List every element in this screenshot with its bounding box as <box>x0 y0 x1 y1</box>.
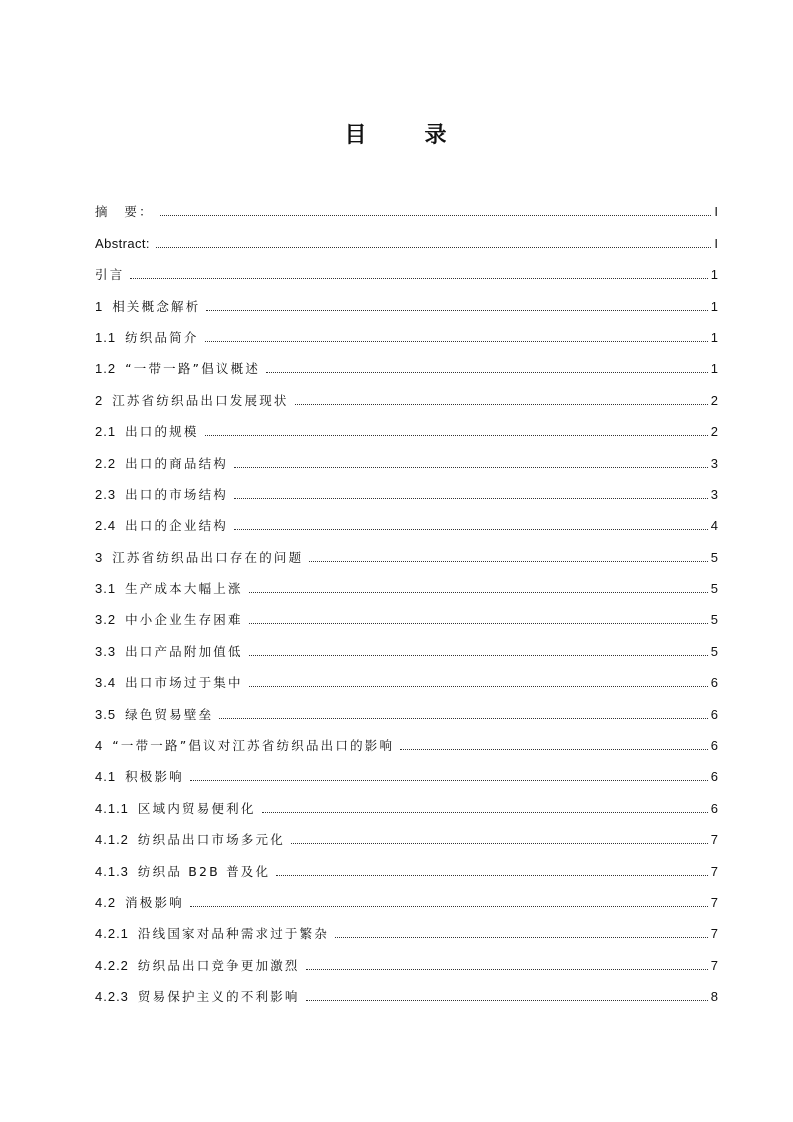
toc-entry[interactable] <box>95 785 718 816</box>
toc-entry[interactable] <box>95 597 718 628</box>
toc-list <box>95 189 718 1005</box>
toc-entry-label: Abstract: <box>95 235 150 251</box>
toc-entry-number: 4.2.2 <box>95 957 129 973</box>
toc-dot-leader <box>249 655 708 656</box>
toc-entry-number: 1.2 <box>95 361 117 377</box>
toc-entry-page-number: 1 <box>710 267 718 283</box>
toc-entry-label: “一带一路”倡议概述 <box>125 361 261 377</box>
toc-entry[interactable] <box>95 503 718 534</box>
toc-entry-page-number: 5 <box>710 612 718 628</box>
toc-dot-leader <box>190 780 708 781</box>
toc-entry[interactable] <box>95 220 718 251</box>
toc-dot-leader <box>276 875 708 876</box>
toc-entry-page-number: 2 <box>710 392 718 408</box>
toc-entry-label: 出口市场过于集中 <box>125 675 243 691</box>
toc-dot-leader <box>400 749 708 750</box>
toc-entry-label: 摘 要： <box>95 204 154 220</box>
toc-entry-label: 引言 <box>95 267 125 283</box>
toc-entry-number: 4.2 <box>95 894 117 910</box>
toc-entry-label: 贸易保护主义的不利影响 <box>137 989 300 1005</box>
toc-title-char-1: 目 <box>344 122 369 148</box>
toc-entry-number: 2 <box>95 392 104 408</box>
toc-dot-leader <box>249 623 708 624</box>
toc-entry[interactable] <box>95 346 718 377</box>
toc-entry[interactable] <box>95 974 718 1005</box>
toc-entry-number: 1.1 <box>95 329 117 345</box>
toc-entry-page-number: 6 <box>710 706 718 722</box>
toc-entry-label: 相关概念解析 <box>112 298 201 314</box>
toc-entry[interactable] <box>95 409 718 440</box>
toc-dot-leader <box>234 529 708 530</box>
toc-dot-leader <box>262 812 708 813</box>
toc-entry-number: 4.2.3 <box>95 989 129 1005</box>
toc-entry-page-number: 6 <box>710 675 718 691</box>
toc-entry-number: 4.1.1 <box>95 800 129 816</box>
toc-entry[interactable] <box>95 252 718 283</box>
toc-dot-leader <box>160 215 712 216</box>
toc-entry-number: 3.5 <box>95 706 117 722</box>
toc-title-char-2: 录 <box>424 122 449 148</box>
toc-entry-number: 4.2.1 <box>95 926 129 942</box>
toc-entry-page-number: 5 <box>710 549 718 565</box>
toc-entry-label: 江苏省纺织品出口存在的问题 <box>112 549 304 565</box>
toc-entry-label: 纺织品 B2B 普及化 <box>137 863 271 879</box>
toc-entry[interactable] <box>95 283 718 314</box>
toc-entry[interactable] <box>95 880 718 911</box>
toc-entry-page-number: 5 <box>710 643 718 659</box>
toc-dot-leader <box>234 498 708 499</box>
toc-dot-leader <box>249 592 708 593</box>
toc-entry[interactable] <box>95 911 718 942</box>
toc-dot-leader <box>234 467 708 468</box>
toc-entry-page-number: I <box>714 235 718 251</box>
toc-dot-leader <box>205 435 708 436</box>
toc-dot-leader <box>190 906 708 907</box>
toc-entry-page-number: 1 <box>710 298 718 314</box>
toc-entry[interactable] <box>95 942 718 973</box>
toc-entry-page-number: 4 <box>710 518 718 534</box>
toc-entry[interactable] <box>95 754 718 785</box>
toc-entry[interactable] <box>95 472 718 503</box>
toc-dot-leader <box>219 718 707 719</box>
toc-entry-page-number: 7 <box>710 832 718 848</box>
toc-entry-page-number: 2 <box>710 424 718 440</box>
toc-entry-label: “一带一路”倡议对江苏省纺织品出口的影响 <box>112 738 395 754</box>
toc-entry-page-number: 1 <box>710 329 718 345</box>
toc-entry[interactable] <box>95 315 718 346</box>
toc-entry-label: 消极影响 <box>125 894 184 910</box>
toc-entry-page-number: 3 <box>710 455 718 471</box>
toc-entry[interactable] <box>95 691 718 722</box>
toc-entry[interactable] <box>95 534 718 565</box>
toc-entry-page-number: 7 <box>710 863 718 879</box>
toc-entry-label: 中小企业生存困难 <box>125 612 243 628</box>
toc-entry-label: 纺织品简介 <box>125 329 199 345</box>
toc-entry-label: 纺织品出口市场多元化 <box>137 832 285 848</box>
toc-dot-leader <box>266 372 708 373</box>
toc-entry-label: 出口的商品结构 <box>125 455 228 471</box>
toc-entry[interactable] <box>95 628 718 659</box>
toc-entry[interactable] <box>95 377 718 408</box>
toc-entry-page-number: 6 <box>710 738 718 754</box>
toc-dot-leader <box>306 1000 708 1001</box>
toc-entry-label: 出口的市场结构 <box>125 486 228 502</box>
toc-entry-number: 2.2 <box>95 455 117 471</box>
toc-entry-page-number: 6 <box>710 800 718 816</box>
toc-entry-label: 积极影响 <box>125 769 184 785</box>
toc-entry-label: 江苏省纺织品出口发展现状 <box>112 392 289 408</box>
toc-entry-page-number: 6 <box>710 769 718 785</box>
toc-dot-leader <box>309 561 707 562</box>
toc-entry-page-number: 7 <box>710 926 718 942</box>
toc-entry-page-number: 8 <box>710 989 718 1005</box>
toc-entry-number: 4.1.3 <box>95 863 129 879</box>
toc-dot-leader <box>130 278 707 279</box>
toc-entry-page-number: 7 <box>710 894 718 910</box>
toc-entry[interactable] <box>95 189 718 220</box>
toc-entry-number: 2.1 <box>95 424 117 440</box>
toc-entry-number: 4.1.2 <box>95 832 129 848</box>
toc-dot-leader <box>205 341 708 342</box>
toc-entry-label: 绿色贸易壁垒 <box>125 706 214 722</box>
toc-entry[interactable] <box>95 817 718 848</box>
toc-entry-number: 3.4 <box>95 675 117 691</box>
toc-entry-label: 区域内贸易便利化 <box>137 800 256 816</box>
toc-entry-page-number: 3 <box>710 486 718 502</box>
toc-title <box>0 118 793 149</box>
toc-dot-leader <box>291 843 708 844</box>
toc-entry-page-number: 7 <box>710 957 718 973</box>
toc-entry-label: 出口的规模 <box>125 424 199 440</box>
toc-entry-label: 生产成本大幅上涨 <box>125 581 243 597</box>
toc-entry-page-number: I <box>714 204 718 220</box>
toc-dot-leader <box>156 247 711 248</box>
toc-entry-label: 纺织品出口竞争更加激烈 <box>137 957 300 973</box>
toc-entry[interactable] <box>95 440 718 471</box>
toc-entry-number: 3 <box>95 549 104 565</box>
toc-entry-number: 3.2 <box>95 612 117 628</box>
toc-entry[interactable] <box>95 723 718 754</box>
toc-dot-leader <box>306 969 708 970</box>
toc-entry-label: 出口产品附加值低 <box>125 643 243 659</box>
toc-entry-label: 沿线国家对品种需求过于繁杂 <box>137 926 330 942</box>
toc-entry-number: 4.1 <box>95 769 117 785</box>
toc-entry-number: 2.3 <box>95 486 117 502</box>
toc-entry-page-number: 5 <box>710 581 718 597</box>
toc-entry-number: 1 <box>95 298 104 314</box>
toc-entry-number: 2.4 <box>95 518 117 534</box>
toc-dot-leader <box>206 310 707 311</box>
toc-entry[interactable] <box>95 566 718 597</box>
toc-entry-number: 4 <box>95 738 104 754</box>
toc-entry[interactable] <box>95 848 718 879</box>
toc-dot-leader <box>335 937 708 938</box>
toc-entry-label: 出口的企业结构 <box>125 518 228 534</box>
toc-dot-leader <box>249 686 708 687</box>
toc-entry-page-number: 1 <box>710 361 718 377</box>
toc-entry-number: 3.3 <box>95 643 117 659</box>
toc-entry-number: 3.1 <box>95 581 117 597</box>
toc-entry[interactable] <box>95 660 718 691</box>
toc-dot-leader <box>295 404 708 405</box>
